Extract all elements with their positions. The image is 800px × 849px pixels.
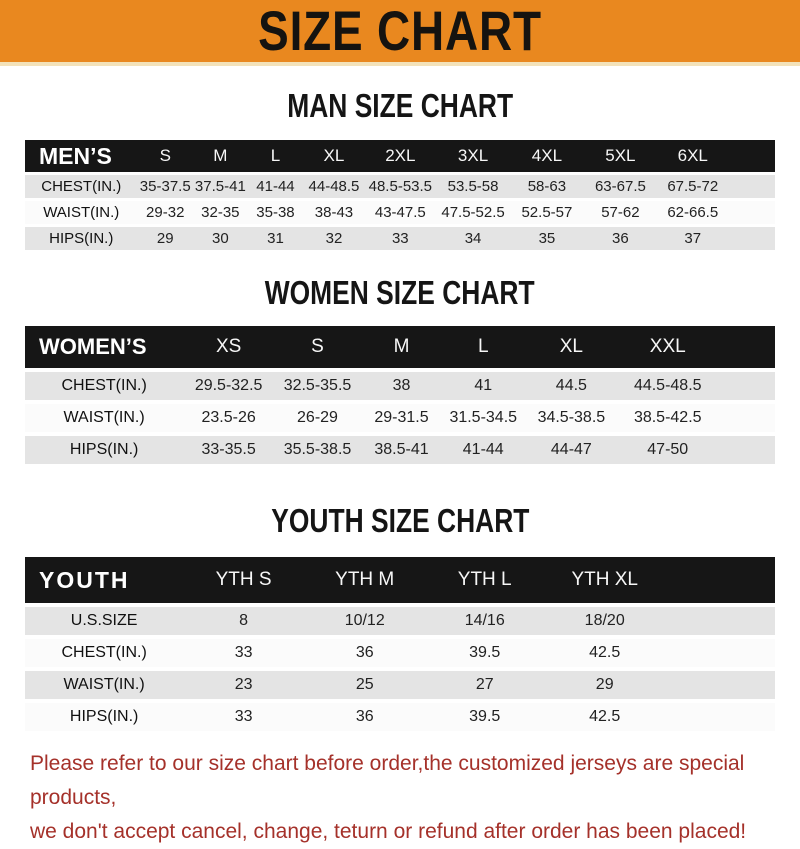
size-value: 42.5: [544, 703, 666, 731]
size-value: 36: [304, 639, 426, 667]
row-label: CHEST(IN.): [25, 372, 183, 400]
size-value: 41-44: [442, 436, 525, 464]
size-value: 34: [436, 227, 510, 250]
size-value: 44.5-48.5: [618, 372, 717, 400]
size-value: 38.5-41: [361, 436, 442, 464]
men-size-table: [25, 137, 775, 253]
size-value: 38-43: [303, 201, 365, 224]
size-value: 34.5-38.5: [525, 404, 619, 432]
row-label: WAIST(IN.): [25, 671, 183, 699]
size-value: 33: [365, 227, 436, 250]
women-row-chest-in: [25, 372, 775, 400]
row-label: HIPS(IN.): [25, 436, 183, 464]
banner: [0, 0, 800, 66]
size-value: 31.5-34.5: [442, 404, 525, 432]
size-value: 53.5-58: [436, 175, 510, 198]
size-value: 62-66.5: [657, 201, 728, 224]
men-row-chest-in: [25, 175, 775, 198]
men-col-header: 3XL: [436, 140, 510, 172]
size-value: 14/16: [425, 607, 543, 635]
size-value: 38: [361, 372, 442, 400]
size-value: 33-35.5: [183, 436, 274, 464]
men-row-hips-in: [25, 227, 775, 250]
row-label: WAIST(IN.): [25, 201, 138, 224]
section-title-women: WOMEN SIZE CHART: [265, 274, 535, 311]
page-title: SIZE CHART: [258, 0, 542, 62]
notice-line-1: Please refer to our size chart before order,the customized jerseys are special products,: [30, 752, 745, 809]
row-filler: [728, 175, 775, 198]
men-col-header: M: [193, 140, 248, 172]
youth-col-header: YTH S: [183, 557, 304, 603]
size-value: 10/12: [304, 607, 426, 635]
women-header-row: [25, 326, 775, 368]
size-value: 23.5-26: [183, 404, 274, 432]
size-value: 41: [442, 372, 525, 400]
size-value: 52.5-57: [510, 201, 583, 224]
row-filler: [717, 436, 775, 464]
size-value: 36: [304, 703, 426, 731]
size-value: 58-63: [510, 175, 583, 198]
size-value: 35.5-38.5: [274, 436, 361, 464]
men-col-header: S: [138, 140, 193, 172]
size-value: 29: [138, 227, 193, 250]
size-value: 29: [544, 671, 666, 699]
size-value: 63-67.5: [584, 175, 657, 198]
men-col-header: 5XL: [584, 140, 657, 172]
size-value: 37: [657, 227, 728, 250]
women-col-header: XL: [525, 326, 619, 368]
section-women: [0, 274, 800, 468]
size-value: 30: [193, 227, 248, 250]
size-value: 35-37.5: [138, 175, 193, 198]
size-value: 32.5-35.5: [274, 372, 361, 400]
women-col-header: M: [361, 326, 442, 368]
size-value: 8: [183, 607, 304, 635]
women-col-header: XS: [183, 326, 274, 368]
size-value: 35-38: [248, 201, 303, 224]
row-label: CHEST(IN.): [25, 175, 138, 198]
size-value: 23: [183, 671, 304, 699]
size-value: 39.5: [425, 703, 543, 731]
size-value: 41-44: [248, 175, 303, 198]
youth-col-header: YTH XL: [544, 557, 666, 603]
size-value: 31: [248, 227, 303, 250]
men-col-header: 4XL: [510, 140, 583, 172]
order-notice: [30, 747, 786, 849]
youth-corner-label: YOUTH: [25, 557, 183, 603]
size-value: 36: [584, 227, 657, 250]
youth-col-header: YTH M: [304, 557, 426, 603]
section-title-men: MAN SIZE CHART: [287, 87, 513, 124]
size-value: 44-47: [525, 436, 619, 464]
size-value: 35: [510, 227, 583, 250]
size-value: 32: [303, 227, 365, 250]
women-corner-label: WOMEN’S: [25, 326, 183, 368]
women-row-waist-in: [25, 404, 775, 432]
size-value: 29.5-32.5: [183, 372, 274, 400]
row-filler: [717, 372, 775, 400]
men-col-header: XL: [303, 140, 365, 172]
size-value: 47-50: [618, 436, 717, 464]
women-size-table: [25, 322, 775, 468]
row-filler: [665, 703, 775, 731]
women-row-hips-in: [25, 436, 775, 464]
size-value: 29-32: [138, 201, 193, 224]
section-men: [0, 87, 800, 253]
size-value: 29-31.5: [361, 404, 442, 432]
youth-size-table: [25, 553, 775, 735]
women-header-filler: [717, 326, 775, 368]
youth-row-chest-in: [25, 639, 775, 667]
men-row-waist-in: [25, 201, 775, 224]
size-value: 37.5-41: [193, 175, 248, 198]
men-col-header: L: [248, 140, 303, 172]
size-value: 57-62: [584, 201, 657, 224]
size-value: 38.5-42.5: [618, 404, 717, 432]
youth-row-u-s-size: [25, 607, 775, 635]
youth-col-header: YTH L: [425, 557, 543, 603]
size-value: 67.5-72: [657, 175, 728, 198]
size-value: 44-48.5: [303, 175, 365, 198]
size-value: 39.5: [425, 639, 543, 667]
row-label: WAIST(IN.): [25, 404, 183, 432]
row-filler: [665, 671, 775, 699]
women-col-header: L: [442, 326, 525, 368]
size-value: 44.5: [525, 372, 619, 400]
size-value: 48.5-53.5: [365, 175, 436, 198]
men-header-filler: [728, 140, 775, 172]
row-filler: [717, 404, 775, 432]
row-label: CHEST(IN.): [25, 639, 183, 667]
youth-row-waist-in: [25, 671, 775, 699]
men-header-row: [25, 140, 775, 172]
row-label: HIPS(IN.): [25, 227, 138, 250]
row-label: U.S.SIZE: [25, 607, 183, 635]
size-value: 26-29: [274, 404, 361, 432]
row-filler: [728, 201, 775, 224]
size-value: 27: [425, 671, 543, 699]
women-col-header: S: [274, 326, 361, 368]
women-col-header: XXL: [618, 326, 717, 368]
size-value: 33: [183, 703, 304, 731]
section-youth: [0, 502, 800, 735]
size-value: 43-47.5: [365, 201, 436, 224]
youth-row-hips-in: [25, 703, 775, 731]
row-filler: [728, 227, 775, 250]
size-value: 33: [183, 639, 304, 667]
men-col-header: 2XL: [365, 140, 436, 172]
youth-header-row: [25, 557, 775, 603]
row-filler: [665, 607, 775, 635]
size-value: 47.5-52.5: [436, 201, 510, 224]
men-corner-label: MEN’S: [25, 140, 138, 172]
size-value: 18/20: [544, 607, 666, 635]
men-col-header: 6XL: [657, 140, 728, 172]
size-value: 32-35: [193, 201, 248, 224]
section-title-youth: YOUTH SIZE CHART: [270, 502, 530, 539]
notice-line-2: we don't accept cancel, change, teturn or refund after order has been placed!: [30, 820, 747, 843]
size-value: 42.5: [544, 639, 666, 667]
size-value: 25: [304, 671, 426, 699]
row-filler: [665, 639, 775, 667]
row-label: HIPS(IN.): [25, 703, 183, 731]
youth-header-filler: [665, 557, 775, 603]
